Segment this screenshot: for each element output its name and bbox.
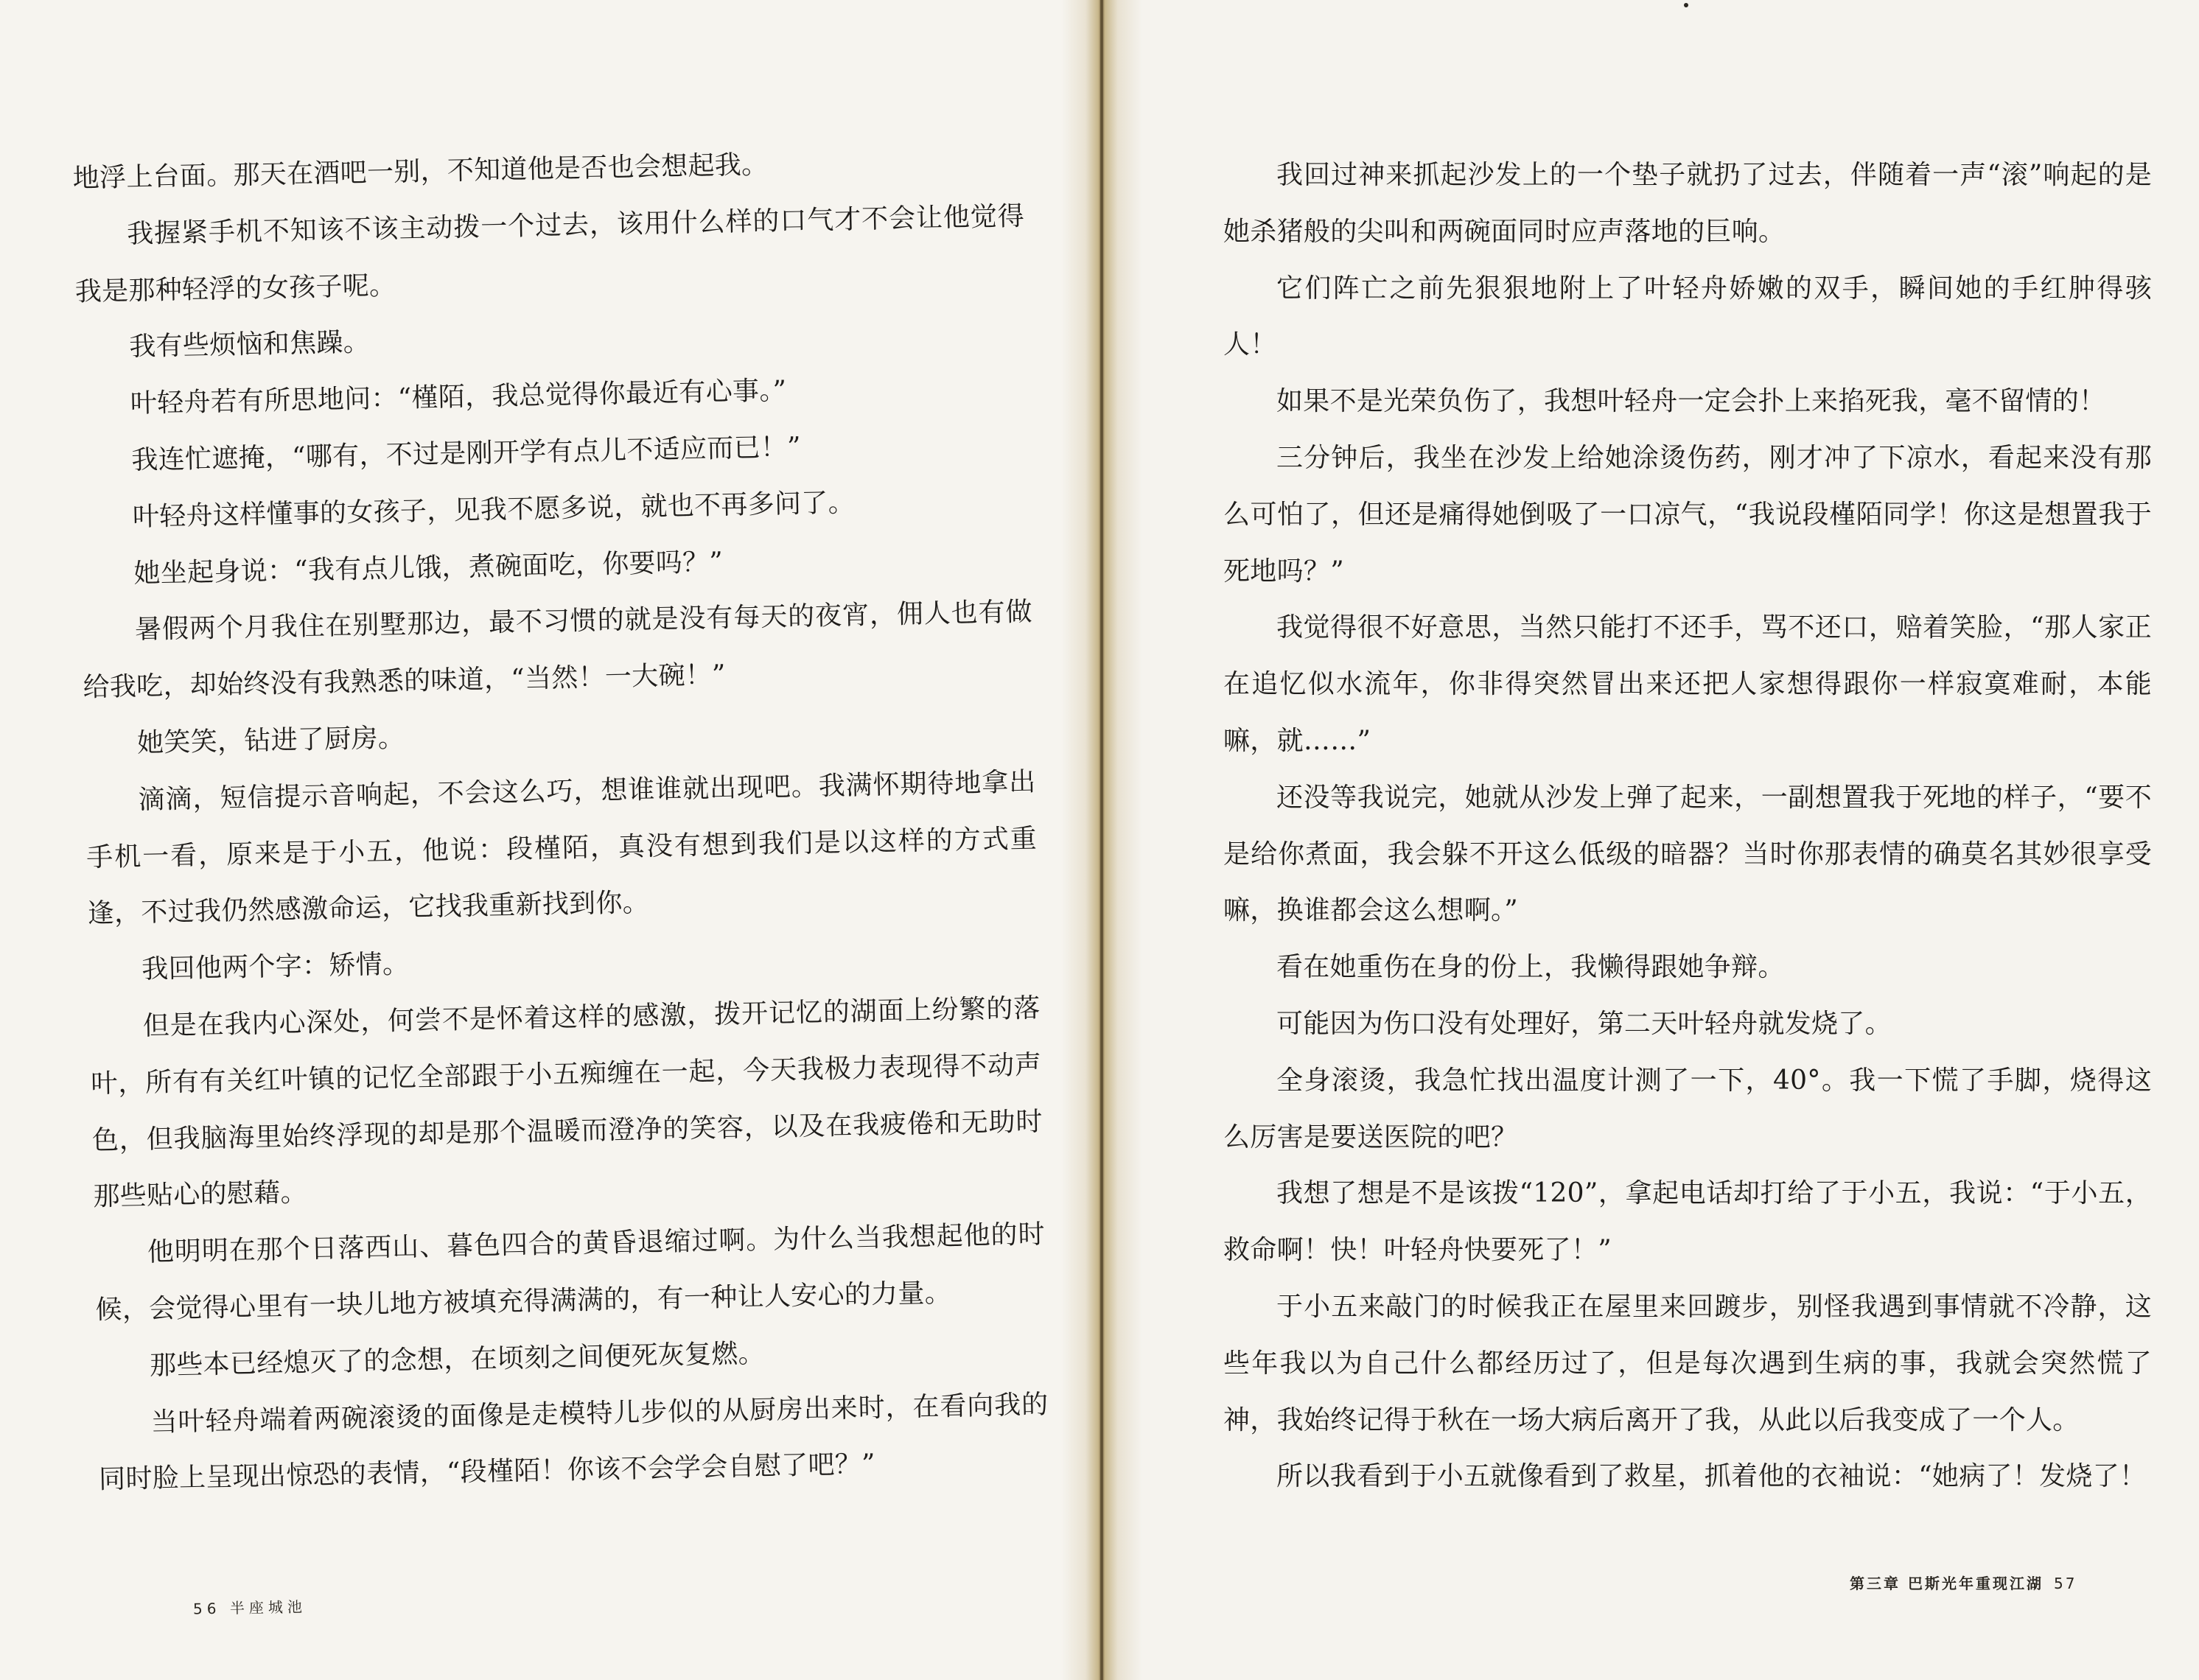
print-speck bbox=[1684, 3, 1688, 7]
paragraph: 三分钟后，我坐在沙发上给她涂烫伤药，刚才冲了下凉水，看起来没有那么可怕了，但还是痛得她倒吸了一口凉气，“我说段槿陌同学！你这是想置我于死地吗？” bbox=[1223, 442, 2152, 587]
paragraph: 所以我看到于小五就像看到了救星，抓着他的衣袖说：“她病了！发烧了！ bbox=[1276, 1461, 2147, 1492]
paragraph: 我回过神来抓起沙发上的一个垫子就扔了过去，伴随着一声“滚”响起的是她杀猪般的尖叫和两碗面同时应声落地的巨响。 bbox=[1223, 160, 2152, 247]
page-number: 57 bbox=[2053, 1575, 2077, 1592]
paragraph: 叶轻舟这样懂事的女孩子，见我不愿多说，就也不再多问了。 bbox=[132, 487, 856, 533]
right-page-text bbox=[1223, 147, 2152, 1505]
paragraph: 看在她重伤在身的份上，我懒得跟她争辩。 bbox=[1276, 952, 1785, 983]
paragraph: 还没等我说完，她就从沙发上弹了起来，一副想置我于死地的样子，“要不是给你煮面，我会躲不开这么低级的暗器？当时你那表情的确莫名其妙很享受嘛，换谁都会这么想啊。” bbox=[1223, 782, 2152, 926]
left-page-folio: 56 半座城池 bbox=[192, 1597, 307, 1618]
paragraph: 可能因为伤口没有处理好，第二天叶轻舟就发烧了。 bbox=[1276, 1008, 1892, 1039]
paragraph: 全身滚烫，我急忙找出温度计测了一下，40°。我一下慌了手脚，烧得这么厉害是要送医院的吧？ bbox=[1223, 1065, 2152, 1152]
paragraph: 如果不是光荣负伤了，我想叶轻舟一定会扑上来掐死我，毫不留情的！ bbox=[1276, 386, 2106, 417]
paragraph: 我想了想是不是该拨“120”，拿起电话却打给了于小五，我说：“于小五，救命啊！快！叶轻舟快要死了！” bbox=[1223, 1178, 2152, 1266]
paragraph: 我有些烦恼和焦躁。 bbox=[128, 327, 371, 363]
paragraph: 我握紧手机不知该不该主动拨一个过去，该用什么样的口气才不会让他觉得我是那种轻浮的女孩子呢。 bbox=[74, 200, 1025, 307]
paragraph: 那些本已经熄灭了的念想，在顷刻之间便死灰复燃。 bbox=[149, 1338, 766, 1381]
paragraph: 我觉得很不好意思，当然只能打不还手，骂不还口，赔着笑脸，“那人家正在追忆似水流年，你非得突然冒出来还把人家想得跟你一样寂寞难耐，本能嘛，就……” bbox=[1223, 612, 2152, 756]
paragraph: 滴滴，短信提示音响起，不会这么巧，想谁谁就出现吧。我满怀期待地拿出手机一看，原来是于小五，他说：段槿陌，真没有想到我们是以这样的方式重逢，不过我仍然感激命运，它找我重新找到你。 bbox=[85, 766, 1038, 930]
right-page bbox=[1113, 0, 2199, 1680]
paragraph: 它们阵亡之前先狠狠地附上了叶轻舟娇嫩的双手，瞬间她的手红肿得骇人！ bbox=[1223, 273, 2152, 360]
paragraph: 但是在我内心深处，何尝不是怀着这样的感激，拨开记忆的湖面上纷繁的落叶，所有有关红叶镇的记忆全部跟于小五痴缠在一起，今天我极力表现得不动声色，但我脑海里始终浮现的却是那个温暖而澄净的笑容，以及在我疲倦和无助时那些贴心的慰藉。 bbox=[91, 993, 1043, 1213]
paragraph: 于小五来敲门的时候我正在屋里来回踱步，别怪我遇到事情就不冷静，这些年我以为自己什么都经历过了，但是每次遇到生病的事，我就会突然慌了神，我始终记得于秋在一场大病后离开了我，从此以后我变成了一个人。 bbox=[1223, 1291, 2152, 1435]
paragraph: 暑假两个月我住在别墅那边，最不习惯的就是没有每天的夜宵，佣人也有做给我吃，却始终没有我熟悉的味道，“当然！一大碗！” bbox=[83, 597, 1033, 704]
left-page-text bbox=[72, 132, 1050, 1509]
paragraph: 叶轻舟若有所思地问：“槿陌，我总觉得你最近有心事。” bbox=[130, 375, 787, 419]
paragraph: 地浮上台面。那天在酒吧一别，不知道他是否也会想起我。 bbox=[72, 150, 769, 194]
chapter-title: 第三章 巴斯光年重现江湖 bbox=[1850, 1575, 2044, 1592]
paragraph: 她坐起身说：“我有点儿饿，煮碗面吃，你要吗？” bbox=[133, 546, 724, 589]
paragraph: 当叶轻舟端着两碗滚烫的面像是走模特儿步似的从厨房出来时，在看向我的同时脸上呈现出惊恐的表情，“段槿陌！你该不会学会自慰了吧？” bbox=[98, 1389, 1049, 1495]
gutter-crease bbox=[1100, 0, 1103, 1680]
paragraph: 他明明在那个日落西山、暮色四合的黄昏退缩过啊。为什么当我想起他的时候，会觉得心里有一块儿地方被填充得满满的，有一种让人安心的力量。 bbox=[95, 1219, 1046, 1326]
paragraph: 我连忙遮掩，“哪有，不过是刚开学有点儿不适应而已！” bbox=[131, 432, 802, 476]
right-page-folio bbox=[1850, 1572, 2077, 1593]
paragraph: 她笑笑，钻进了厨房。 bbox=[136, 723, 405, 759]
left-page bbox=[0, 0, 1091, 1680]
paragraph: 我回他两个字：矫情。 bbox=[141, 949, 410, 985]
